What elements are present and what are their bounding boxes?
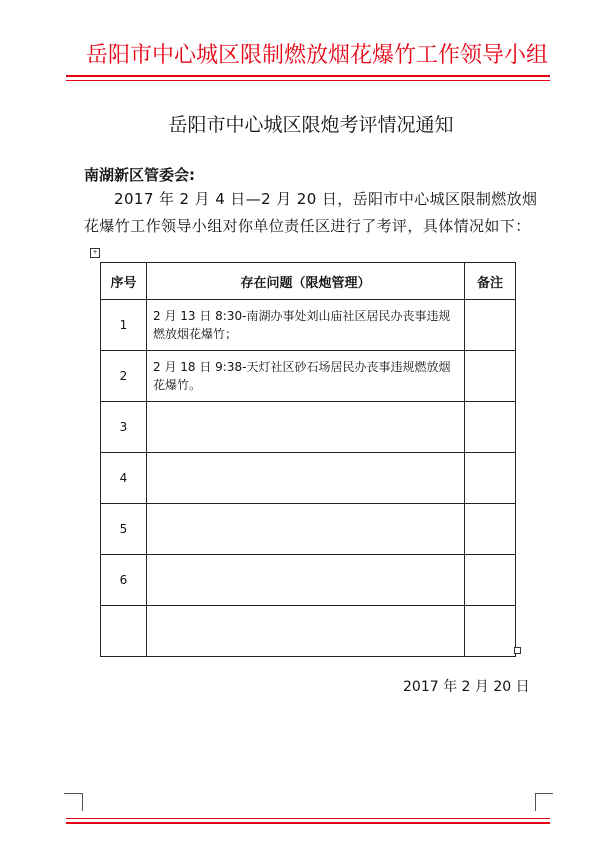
row-note	[465, 504, 516, 555]
margin-corner-mark	[535, 793, 536, 811]
row-note	[465, 402, 516, 453]
row-issue	[147, 555, 465, 606]
row-note	[465, 300, 516, 351]
salutation: 南湖新区管委会:	[84, 166, 195, 184]
margin-corner-mark	[82, 793, 83, 811]
red-rule-bottom-thin	[66, 818, 550, 819]
table-row	[101, 555, 516, 606]
red-rule-top	[66, 75, 550, 77]
row-index: 4	[101, 453, 147, 504]
document-title: 岳阳市中心城区限炮考评情况通知	[168, 114, 454, 136]
row-note	[465, 555, 516, 606]
row-issue	[147, 606, 465, 657]
row-issue	[147, 453, 465, 504]
row-issue: 2 月 13 日 8:30-南湖办事处刘山庙社区居民办丧事违规燃放烟花爆竹；	[147, 300, 465, 351]
table-resize-handle-icon[interactable]	[514, 647, 521, 654]
table-row	[101, 453, 516, 504]
body-paragraph: 2017 年 2 月 4 日—2 月 20 日，岳阳市中心城区限制燃放烟花爆竹工作领导小组对你单位责任区进行了考评，具体情况如下：	[84, 190, 538, 235]
row-note	[465, 606, 516, 657]
header-issue: 存在问题（限炮管理）	[147, 263, 465, 300]
table-row	[101, 351, 516, 402]
document-date: 2017 年 2 月 20 日	[403, 679, 530, 695]
assessment-table	[100, 262, 516, 657]
row-index: 1	[101, 300, 147, 351]
header-index: 序号	[101, 263, 147, 300]
table-move-handle-icon[interactable]: +	[90, 248, 100, 258]
table-row	[101, 606, 516, 657]
row-index: 5	[101, 504, 147, 555]
row-note	[465, 351, 516, 402]
red-rule-bottom	[66, 822, 550, 824]
row-index: 3	[101, 402, 147, 453]
org-header-title: 岳阳市中心城区限制燃放烟花爆竹工作领导小组	[86, 43, 549, 68]
table-row	[101, 300, 516, 351]
row-issue	[147, 402, 465, 453]
margin-corner-mark	[64, 793, 82, 794]
table-header-row	[101, 263, 516, 300]
red-rule-top-thin	[66, 80, 550, 81]
table-row	[101, 402, 516, 453]
row-index	[101, 606, 147, 657]
row-index: 6	[101, 555, 147, 606]
row-index: 2	[101, 351, 147, 402]
row-issue	[147, 504, 465, 555]
row-issue: 2 月 18 日 9:38-天灯社区砂石场居民办丧事违规燃放烟花爆竹。	[147, 351, 465, 402]
margin-corner-mark	[535, 793, 553, 794]
table-row	[101, 504, 516, 555]
row-note	[465, 453, 516, 504]
header-note: 备注	[465, 263, 516, 300]
